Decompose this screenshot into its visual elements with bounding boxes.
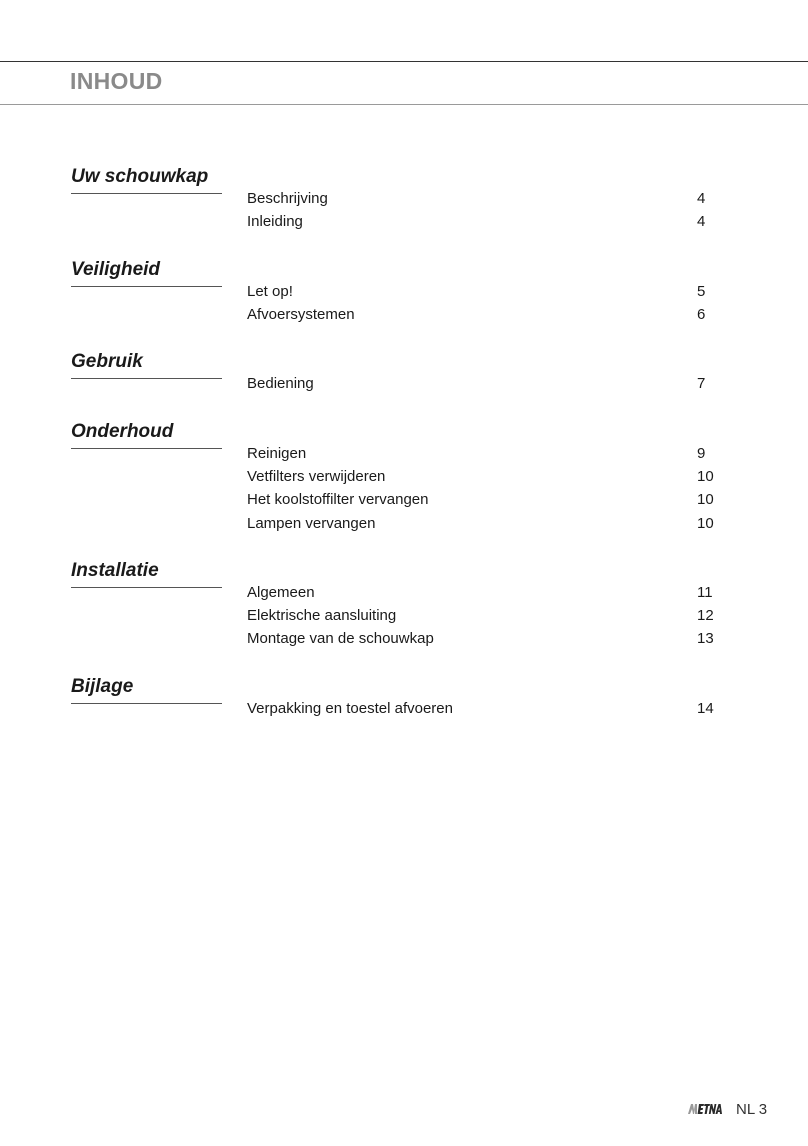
entry-page-number: 13 <box>697 630 714 648</box>
entry-label: Montage van de schouwkap <box>247 630 434 648</box>
entry-page-number: 10 <box>697 491 714 509</box>
section-title: Uw schouwkap <box>71 166 209 187</box>
toc-entry[interactable] <box>0 607 808 630</box>
toc-entry[interactable] <box>0 306 808 329</box>
section-title: Onderhoud <box>71 421 174 442</box>
page-number: NL 3 <box>736 1100 768 1118</box>
entry-page-number: 9 <box>697 445 706 462</box>
toc-entry[interactable] <box>0 700 808 723</box>
entry-label: Reinigen <box>247 445 307 462</box>
toc-entry[interactable] <box>0 375 808 398</box>
entry-page-number: 11 <box>697 584 713 601</box>
toc-entry[interactable] <box>0 283 808 306</box>
etna-logo <box>688 1103 724 1115</box>
section-entries <box>0 445 808 538</box>
entry-page-number: 4 <box>697 190 706 207</box>
top-rule <box>0 61 808 62</box>
entry-label: Verpakking en toestel afvoeren <box>247 700 453 717</box>
section-title: Bijlage <box>71 676 134 697</box>
toc-entry[interactable] <box>0 491 808 514</box>
section-entries <box>0 700 808 723</box>
toc-entry[interactable] <box>0 190 808 213</box>
entry-label: Het koolstoffilter vervangen <box>247 491 429 509</box>
toc-entry[interactable] <box>0 445 808 468</box>
entry-label: Lampen vervangen <box>247 514 376 532</box>
toc-entry[interactable] <box>0 584 808 607</box>
entry-page-number: 10 <box>697 468 714 486</box>
entry-page-number: 6 <box>697 306 706 324</box>
page-footer <box>688 1099 767 1119</box>
entry-page-number: 14 <box>697 700 714 717</box>
section-entries <box>0 283 808 329</box>
entry-label: Inleiding <box>247 213 303 231</box>
toc-entry[interactable] <box>0 630 808 653</box>
entry-page-number: 5 <box>697 283 706 300</box>
section-entries <box>0 375 808 398</box>
section-entries <box>0 584 808 654</box>
entry-page-number: 7 <box>697 375 706 392</box>
section-entries <box>0 190 808 236</box>
entry-label: Algemeen <box>247 584 315 601</box>
entry-page-number: 4 <box>697 213 706 231</box>
entry-page-number: 12 <box>697 607 714 625</box>
entry-label: Vetfilters verwijderen <box>247 468 386 486</box>
toc-entry[interactable] <box>0 213 808 236</box>
page-title: INHOUD <box>70 68 163 94</box>
entry-label: Afvoersystemen <box>247 306 355 324</box>
toc-entry[interactable] <box>0 515 808 538</box>
entry-page-number: 10 <box>697 514 714 532</box>
section-title: Gebruik <box>71 351 143 372</box>
entry-label: Elektrische aansluiting <box>247 607 397 625</box>
title-rule <box>0 104 808 105</box>
section-title: Veiligheid <box>71 259 161 280</box>
section-title: Installatie <box>71 560 159 581</box>
entry-label: Beschrijving <box>247 190 328 207</box>
toc-entry[interactable] <box>0 468 808 491</box>
entry-label: Bediening <box>247 375 314 392</box>
entry-label: Let op! <box>247 283 293 300</box>
